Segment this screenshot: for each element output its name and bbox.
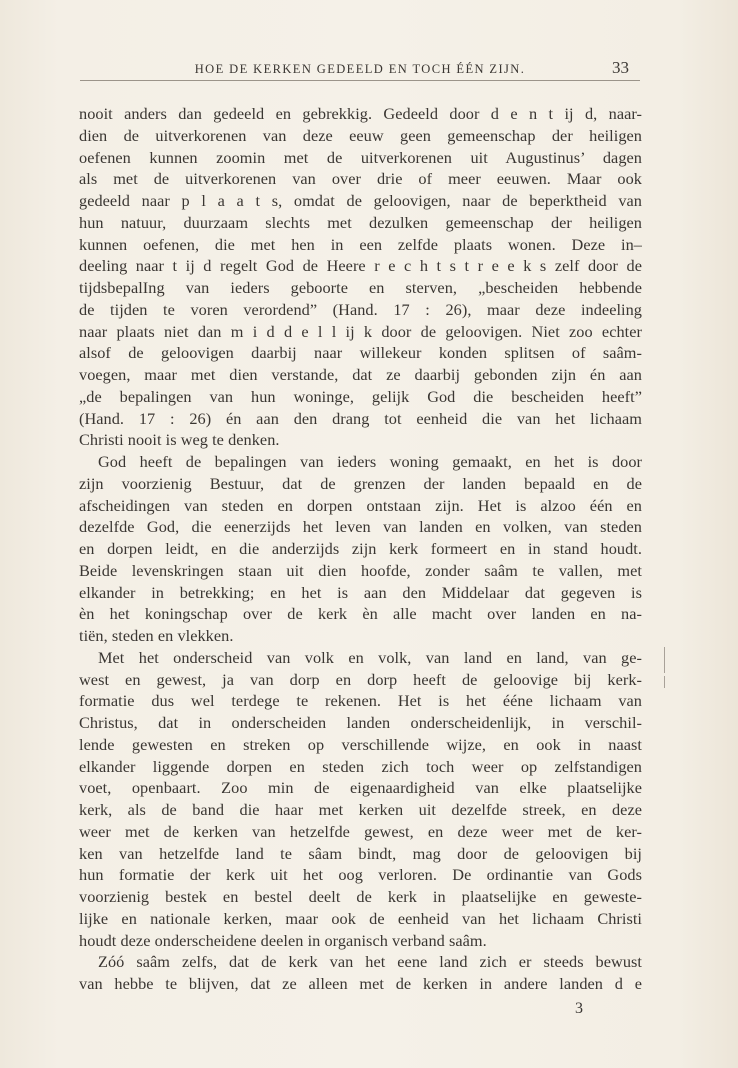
text-line: weer met de kerken van hetzelfde gewest, en deze weer met de ker-: [79, 821, 642, 841]
text-line: tijdsbepalIng van ieders geboorte en sterven, „bescheiden hebbende: [79, 278, 642, 297]
text-line: kerk, als de band die haar met kerken uit dezelfde streek, en deze: [79, 800, 642, 819]
text-line: west en gewest, ja van dorp en dorp heeft de geloovige bij kerk-: [79, 669, 642, 689]
text-line: van hebbe te blijven, dat ze alleen met de kerken in andere landen d e: [79, 974, 642, 993]
text-line: naar plaats niet dan m i d d e l l ij k door de geloovigen. Niet zoo echter: [79, 321, 642, 341]
text-line: tiën, steden en vlekken.: [79, 626, 234, 645]
text-line: Met het onderscheid van volk en volk, van land en land, van ge-: [98, 647, 642, 667]
text-line: Christus, dat in onderscheiden landen onderscheidenlijk, in verschil-: [79, 713, 642, 732]
text-line: hun natuur, duurzaam slechts met dezulken gemeenschap der heiligen: [79, 212, 642, 232]
text-line: formatie dus wel terdege te rekenen. Het is het ééne lichaam van: [79, 691, 642, 711]
text-line: lende gewesten en streken op verschillende wijze, en ook in naast: [79, 734, 642, 754]
margin-mark: [664, 647, 665, 673]
text-line: voet, openbaart. Zoo min de eigenaardigheid van elke plaatselijke: [79, 778, 642, 798]
text-line: „de bepalingen van hun woninge, gelijk God die bescheiden heeft”: [79, 386, 642, 406]
text-line: voorzienig bestek en bestel deelt de kerk in plaatselijke en geweste-: [79, 887, 642, 906]
text-line: kunnen oefenen, die met hen in een zelfde plaats wonen. Deze in–: [79, 234, 642, 254]
text-line: (Hand. 17 : 26) én aan den drang tot eenheid die van het lichaam: [79, 408, 642, 428]
text-line: èn het koningschap over de kerk èn alle macht over landen en na-: [79, 604, 642, 624]
text-line: ken van hetzelfde land te sâam bindt, mag door de geloovigen bij: [79, 843, 642, 863]
page-number: 33: [612, 58, 629, 77]
text-line: Beide levenskringen staan uit dien hoofde, zonder saâm te vallen, met: [79, 560, 642, 580]
text-line: alsof de geloovigen daarbij naar willekeur konden splitsen of saâm-: [79, 343, 642, 363]
signature-mark: 3: [575, 1000, 583, 1017]
text-line: afscheidingen van steden en dorpen ontstaan zijn. Het is alzoo één en: [79, 495, 642, 515]
text-line: lijke en nationale kerken, maar ook de eenheid van het lichaam Christi: [79, 908, 642, 928]
text-line: oefenen kunnen zoomin met de uitverkorenen uit Augustinus’ dagen: [79, 147, 642, 167]
text-line: Christi nooit is weg te denken.: [79, 430, 280, 450]
text-line: dezelfde God, die eenerzijds het leven van landen en volken, van steden: [79, 517, 642, 537]
text-line: hun formatie der kerk uit het oog verloren. De ordinantie van Gods: [79, 865, 642, 885]
running-head: [0, 58, 738, 88]
text-line: elkander in betrekking; en het is aan den Middelaar dat gegeven is: [79, 582, 642, 602]
text-line: gedeeld naar p l a a t s, omdat de geloovigen, naar de beperktheid van: [79, 191, 642, 210]
text-line: de tijden te voren verordend” (Hand. 17 : 26), maar deze indeeling: [79, 299, 642, 319]
text-line: elkander liggende dorpen en steden zich toch weer op zelfstandigen: [79, 756, 642, 776]
text-line: deeling naar t ij d regelt God de Heere r e c h t s t r e e k s zelf door de: [79, 256, 642, 276]
margin-mark: [664, 676, 665, 688]
text-line: zijn voorzienig Bestuur, dat de grenzen der landen bepaald en de: [79, 473, 642, 493]
running-title: HOE DE KERKEN GEDEELD EN TOCH ÉÉN ZIJN.: [194, 62, 526, 76]
body-text: [79, 103, 642, 995]
text-line: God heeft de bepalingen van ieders woning gemaakt, en het is door: [98, 452, 642, 471]
text-line: voegen, maar met dien verstande, dat ze daarbij gebonden zijn én aan: [79, 365, 642, 384]
text-line: en dorpen leidt, en die anderzijds zijn kerk formeert en in stand houdt.: [79, 539, 642, 558]
text-line: nooit anders dan gedeeld en gebrekkig. Gedeeld door d e n t ij d, naar-: [79, 104, 642, 123]
text-line: houdt deze onderscheidene deelen in organisch verband saâm.: [79, 930, 487, 950]
text-line: als met de uitverkorenen van over drie of meer eeuwen. Maar ook: [79, 169, 642, 189]
header-rule: [80, 80, 640, 81]
text-line: Zóó saâm zelfs, dat de kerk van het eene land zich er steeds bewust: [98, 952, 642, 972]
text-line: dien de uitverkorenen van deze eeuw geen gemeenschap der heiligen: [79, 125, 642, 145]
